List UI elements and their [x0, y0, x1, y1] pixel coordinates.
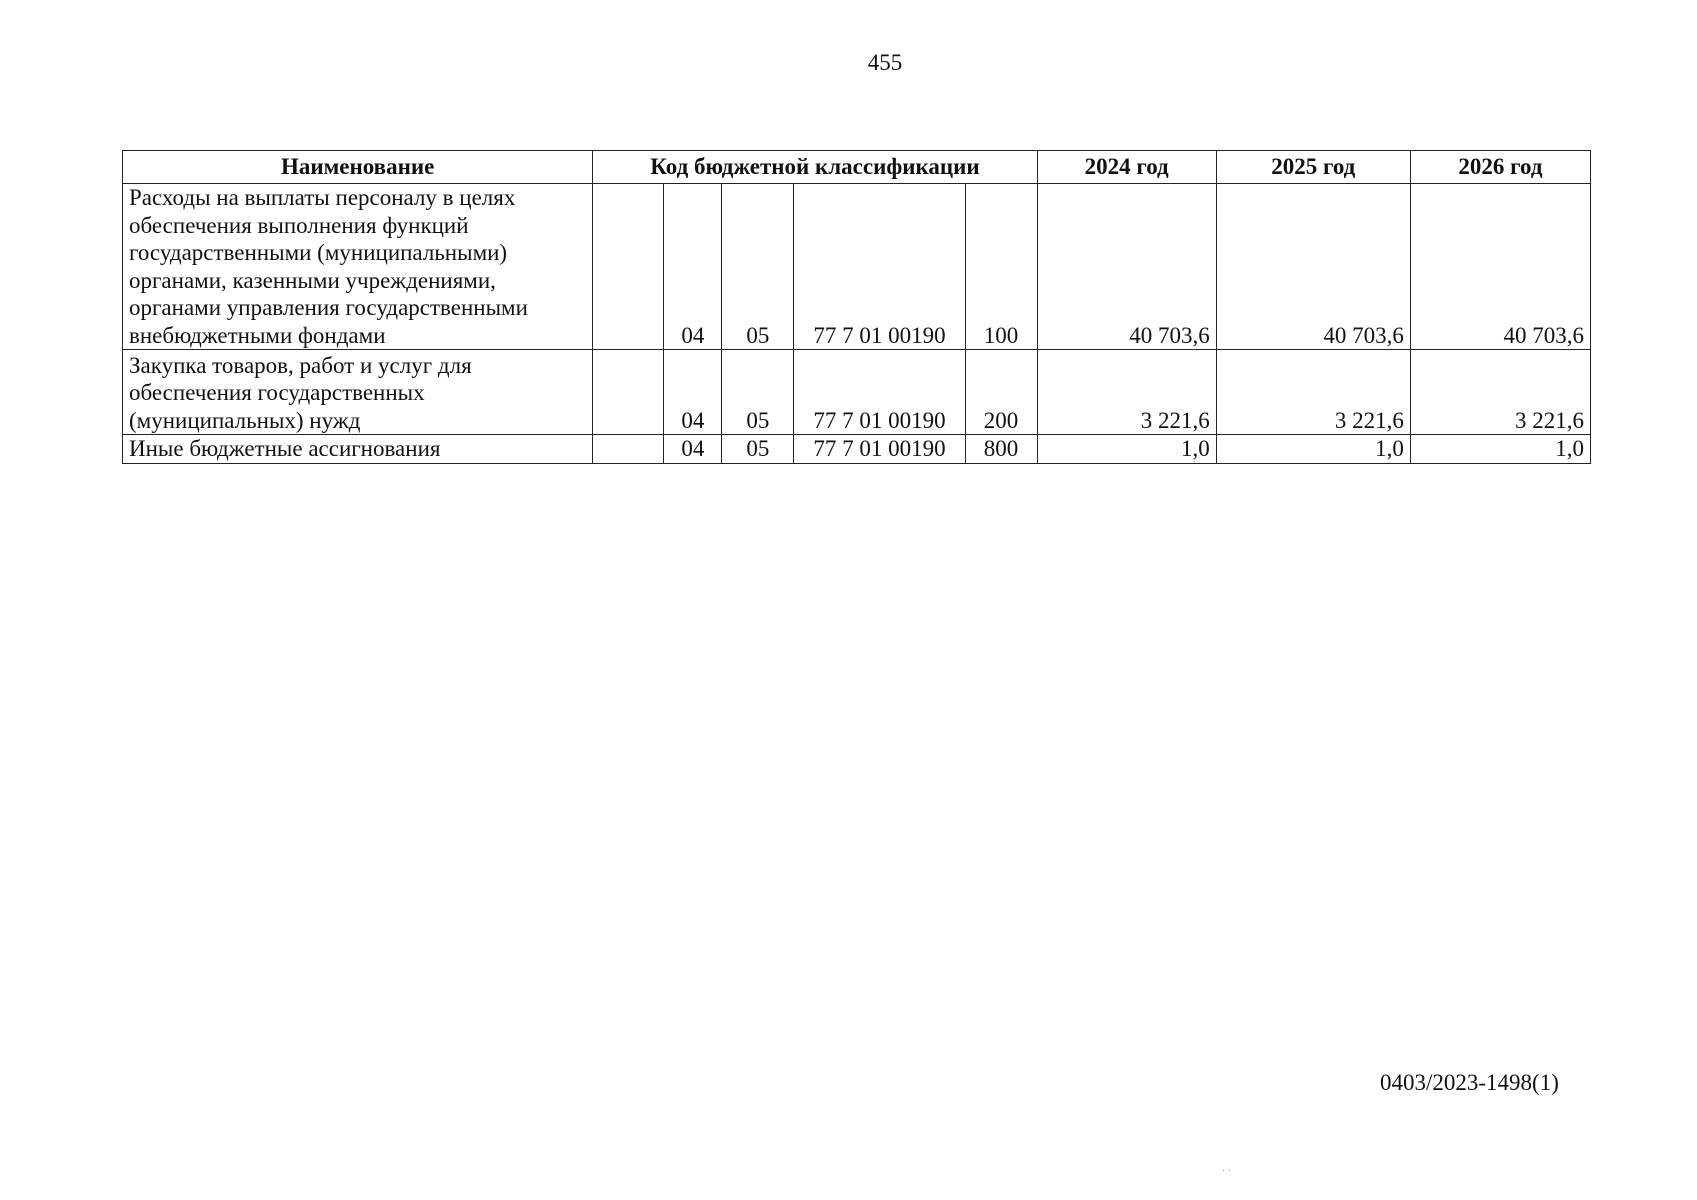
cell-code-expense-type: 200: [965, 350, 1037, 435]
cell-code-target: 77 7 01 00190: [794, 350, 965, 435]
cell-name: Закупка товаров, работ и услуг для обеспечения государственных (муниципальных) нужд: [123, 350, 593, 435]
cell-code-section: 04: [664, 184, 722, 350]
cell-code-subsection: 05: [722, 350, 794, 435]
cell-code-target: 77 7 01 00190: [794, 184, 965, 350]
cell-amount-2024: 1,0: [1037, 435, 1216, 464]
header-year-2026: 2026 год: [1410, 151, 1590, 184]
table-row: [123, 350, 1591, 435]
header-name: Наименование: [123, 151, 593, 184]
cell-amount-2025: 3 221,6: [1216, 350, 1410, 435]
cell-code-section: 04: [664, 350, 722, 435]
cell-amount-2024: 3 221,6: [1037, 350, 1216, 435]
budget-table: [122, 150, 1591, 464]
table-body: [123, 184, 1591, 464]
cell-name: Иные бюджетные ассигнования: [123, 435, 593, 464]
page-number: 455: [867, 50, 903, 75]
header-code: Код бюджетной классификации: [593, 151, 1037, 184]
cell-code-empty: [593, 435, 664, 464]
scan-speck: · ·: [1222, 1166, 1232, 1177]
cell-amount-2026: 40 703,6: [1410, 184, 1590, 350]
cell-amount-2024: 40 703,6: [1037, 184, 1216, 350]
cell-name: Расходы на выплаты персоналу в целях обеспечения выполнения функций государственными (муниципальными) органами, казенными учреждениями, органами управления государственными внебюджетными фондами: [123, 184, 593, 350]
header-year-2025: 2025 год: [1216, 151, 1410, 184]
cell-code-target: 77 7 01 00190: [794, 435, 965, 464]
cell-amount-2026: 3 221,6: [1410, 350, 1590, 435]
cell-code-subsection: 05: [722, 435, 794, 464]
cell-code-empty: [593, 350, 664, 435]
table-row: [123, 435, 1591, 464]
cell-code-empty: [593, 184, 664, 350]
table-row: [123, 184, 1591, 350]
table-header-row: [123, 151, 1591, 184]
cell-code-section: 04: [664, 435, 722, 464]
document-number: 0403/2023-1498(1): [1380, 1070, 1559, 1095]
cell-amount-2025: 40 703,6: [1216, 184, 1410, 350]
cell-amount-2025: 1,0: [1216, 435, 1410, 464]
cell-code-expense-type: 100: [965, 184, 1037, 350]
cell-code-expense-type: 800: [965, 435, 1037, 464]
cell-amount-2026: 1,0: [1410, 435, 1590, 464]
header-year-2024: 2024 год: [1037, 151, 1216, 184]
cell-code-subsection: 05: [722, 184, 794, 350]
